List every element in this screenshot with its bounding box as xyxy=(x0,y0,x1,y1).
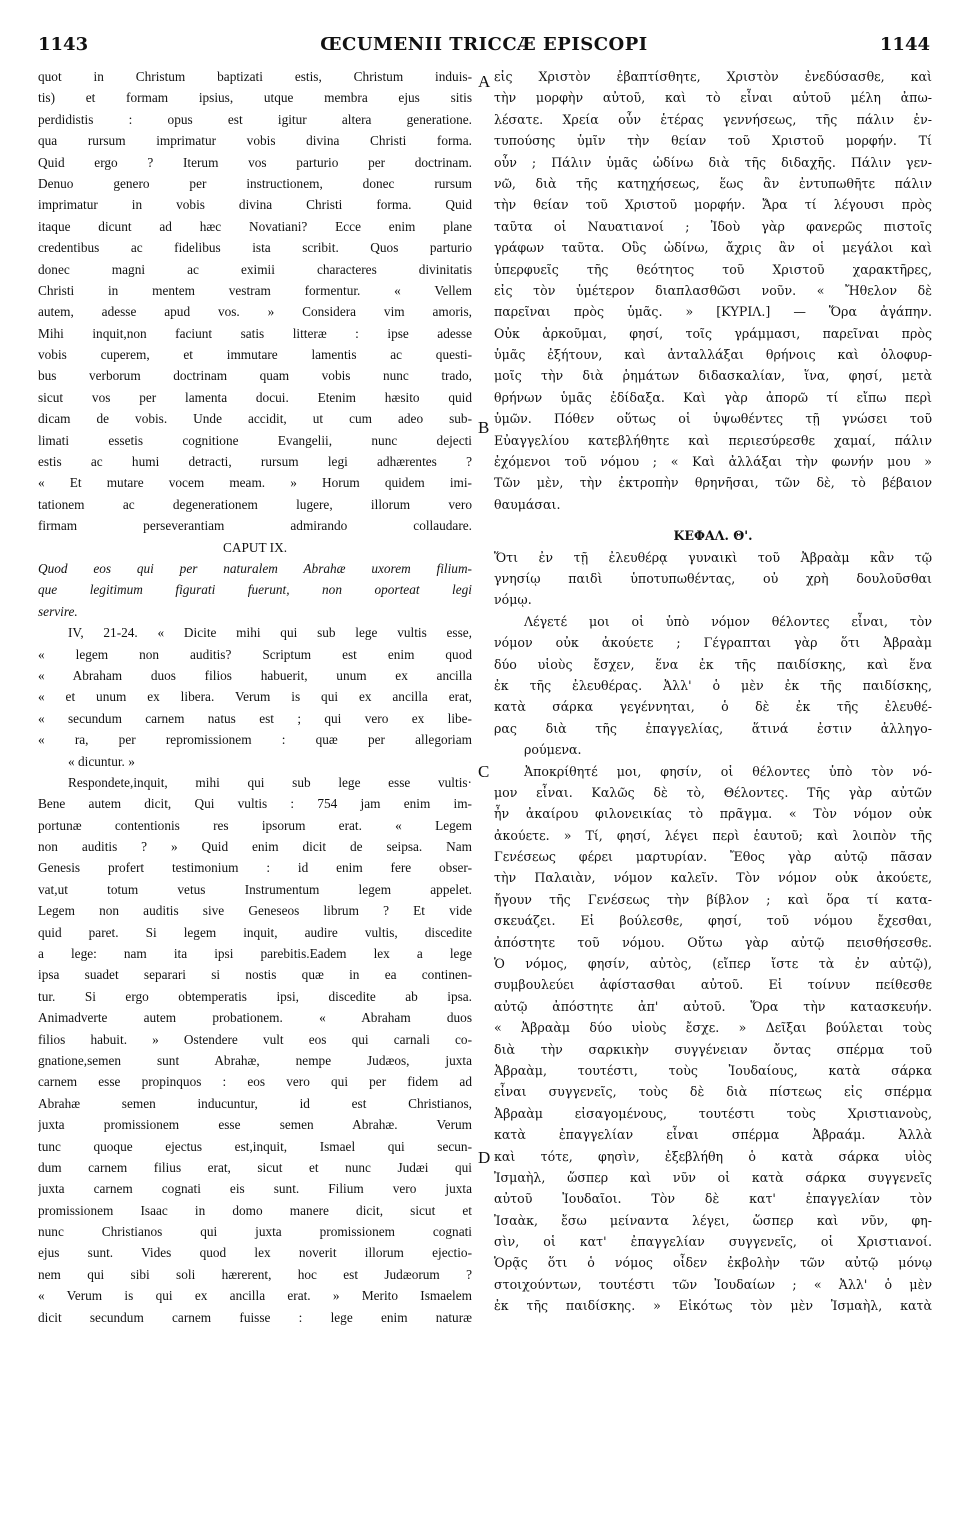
latin-line: itaque dicunt ad hæc Novatiani? Ecce enim plane xyxy=(38,218,472,234)
running-title: ŒCUMENII TRICCÆ EPISCOPI xyxy=(320,34,648,55)
greek-line: θρήνων ὑμᾶς ἐδίδαξα. Καὶ γὰρ ἀπορῶ τί εἴπω περὶ xyxy=(494,389,932,405)
latin-line: dum carnem filius erat, sicut et nunc Judæi qui xyxy=(38,1159,472,1175)
greek-line: ἀπόστητε τοῦ νόμου. Οὕτω γὰρ αὐτῷ πεισθήσεσθε. xyxy=(494,934,932,950)
latin-line: « legem non auditis? Scriptum est enim quod xyxy=(38,646,472,662)
section-marker-c: C xyxy=(478,762,490,781)
latin-line: bus verborum doctrinam quam vobis nunc trado, xyxy=(38,368,472,384)
greek-line: εἰς τὸν ὑμέτερον διαπλασθῶσι νοῦν. « Ἤθελον δὲ xyxy=(494,282,932,298)
latin-line: Christi in mentem vestram formentur. « Vellem xyxy=(38,282,472,298)
latin-line: Legem non auditis sive Geneseos librum ? Et vide xyxy=(38,903,472,919)
latin-line: filios habuit. » Ostendere vult eos qui carnali co- xyxy=(38,1031,472,1047)
latin-line: Quid ergo ? Iterum vos parturio per doctrinam. xyxy=(38,154,472,170)
page-number-right: 1144 xyxy=(879,34,930,55)
greek-line: ἐκ τῆς ἐλευθέρας. Ἀλλ' ὁ μὲν ἐκ τῆς παιδίσκης, xyxy=(494,677,932,693)
greek-line: εἶναι συγγενεῖς, τοὺς δὲ διὰ πίστεως εἰς σπέρμα xyxy=(494,1084,932,1100)
latin-line: Animadverte autem probationem. « Abraham duos xyxy=(38,1010,472,1026)
greek-line: γράφων ταῦτα. Οὓς ὠδίνω, ἄχρις ἂν οἱ μεγάλοι καὶ xyxy=(494,240,932,256)
greek-line: Ἀποκρίθητέ μοι, φησίν, οἱ θέλοντες ὑπὸ τὸν νό- xyxy=(524,763,932,779)
latin-line: a lege: nam ita ipsi parebitis.Eadem lex a lege xyxy=(38,946,472,962)
greek-line: Ἰσμαὴλ, ὥσπερ καὶ νῦν οἱ κατὰ σάρκα συγγενεῖς xyxy=(494,1169,932,1185)
latin-line: estis ac humi detracti, rursum legi adhærentes ? xyxy=(38,454,472,470)
greek-line: ρας διὰ τῆς ἐπαγγελίας, ἅτινά ἐστιν ἀλληγο- xyxy=(494,720,932,736)
page-number-left: 1143 xyxy=(38,34,89,55)
greek-line: θαυμάσαι. xyxy=(494,496,561,512)
latin-line: dicit secundum carnem fuisse : lege enim naturæ xyxy=(38,1309,472,1325)
greek-line: ἐχόμενοι τοῦ νόμου ; « Καὶ ἀλλάξαι τὴν φωνήν μου » xyxy=(494,454,932,470)
greek-line: μοῖς τὴν διὰ ῥημάτων διδασκαλίαν, ἵνα, φησί, μετὰ xyxy=(494,368,932,384)
greek-line: νόμον οὐκ ἀκούετε ; Γέγραπται γὰρ ὅτι Ἀβραὰμ xyxy=(494,635,932,651)
greek-line: τὴν θείαν τοῦ Χριστοῦ μορφήν. Ἄρα τί λέγουσι πρὸς xyxy=(494,197,932,213)
latin-line: vat,ut totum vetus Instrumentum legem appelet. xyxy=(38,881,472,897)
greek-line: ἀκούετε. » Τί, φησί, λέγει περὶ ἑαυτοῦ; καὶ λοιπὸν τῆς xyxy=(494,827,932,843)
latin-line: « Verum is qui ex ancilla erat. » Merito Ismaelem xyxy=(38,1288,472,1304)
greek-line: Ἰσαὰκ, ἔσω μείναντα λέγει, ὥσπερ καὶ νῦν, φη- xyxy=(494,1212,932,1228)
page-header xyxy=(38,34,930,58)
latin-line: tis) et formam ipsius, utque membra ejus sitis xyxy=(38,90,472,106)
greek-line: Ὁ νόμος, φησίν, αὐτὸς, (εἴπερ ἴστε τὰ ἐν αὐτῷ), xyxy=(494,956,932,972)
latin-line: imprimatur in vobis divina Christi forma. Quid xyxy=(38,197,472,213)
greek-line: παρεῖναι πρὸς ὑμᾶς. » [ΚΥΡΙΛ.] — Ὅρα ἀγάπην. xyxy=(494,304,932,320)
greek-line: Οὐκ ἀρκοῦμαι, φησί, τοῖς γράμμασι, παρεῖναι πρὸς xyxy=(494,325,932,341)
latin-line: credentibus ac fidelibus ista scribit. Quos parturio xyxy=(38,240,472,256)
latin-line: Denuo genero per instructionem, donec rursum xyxy=(38,175,472,191)
latin-line: vobis cuperem, et immutare lamentis ac questi- xyxy=(38,347,472,363)
greek-line: Ὅτι ἐν τῇ ἐλευθέρᾳ γυναικὶ τοῦ Ἀβραὰμ κἂν τῷ xyxy=(494,549,932,565)
greek-line: ἦν ἀκαίρου φιλονεικίας τὸ πρᾶγμα. « Τὸν νόμον οὐκ xyxy=(494,806,932,822)
greek-line: ὑμῶν. Πόθεν οὕτως οἱ ὑψωθέντες τῇ γνώσει τοῦ xyxy=(494,411,932,427)
greek-line: αὐτῷ ἀπόστητε ἀπ' αὐτοῦ. Ὅρα τὴν κατασκευήν. xyxy=(494,998,932,1014)
greek-line: καὶ τότε, φησὶν, ἐξεβλήθη ὁ κατὰ σάρκα υἱὸς xyxy=(494,1148,932,1164)
greek-line: ΚΕΦΑΛ. Θ'. xyxy=(673,528,753,544)
greek-line: Λέγετέ μοι οἱ ὑπὸ νόμον θέλοντες εἶναι, τὸν xyxy=(524,613,932,629)
greek-line: ἐκ τῆς παιδίσκης. » Εἰκότως τὸν μὲν Ἰσμαὴλ, κατὰ xyxy=(494,1298,932,1314)
latin-line: promissionem Isaac in domo manere dicit, sicut et xyxy=(38,1202,472,1218)
latin-line: sicut vos per lamenta docui. Etenim hæsito quid xyxy=(38,389,472,405)
greek-line: δύο υἱοὺς ἔσχεν, ἕνα ἐκ τῆς παιδίσκης, καὶ ἕνα xyxy=(494,656,932,672)
greek-line: ἤγουν τῆς Γενέσεως τὴν βίβλον ; καὶ ὅρα τί κατα- xyxy=(494,891,932,907)
latin-line: tunc quoque ejectus est,inquit, Ismael qui secun- xyxy=(38,1138,472,1154)
greek-line: γνησίῳ παιδὶ ὑποτυπωθέντας, οὐ χρὴ δουλοῦσθαι xyxy=(494,570,932,586)
latin-line: quid paret. Si legem inquit, audire vultis, discedite xyxy=(38,924,472,940)
latin-line: ipsa suadet separari si nostis quæ in ea continen- xyxy=(38,967,472,983)
section-marker-d: D xyxy=(478,1148,491,1167)
greek-line: Γενέσεως φέρει μαρτυρίαν. Ἔθος γὰρ αὐτῷ πᾶσαν xyxy=(494,849,932,865)
greek-line: λέσατε. Χρεία οὖν ἑτέρας γεννήσεως, τῆς πάλιν ἐν- xyxy=(494,111,932,127)
latin-line: Bene autem dicit, Qui vultis : 754 jam enim im- xyxy=(38,796,472,812)
section-marker-b: B xyxy=(478,418,490,437)
latin-line: nem qui sibi soli hærerent, hoc est Judæorum ? xyxy=(38,1266,472,1282)
latin-line: donec magni ac eximii characteres divinitatis xyxy=(38,261,472,277)
latin-line: CAPUT IX. xyxy=(222,539,288,555)
latin-line: tur. Si ergo obtemperatis ipsi, discedite ab ipsa. xyxy=(38,988,472,1004)
latin-line: portunæ contentionis res ipsorum erat. « Legem xyxy=(38,817,472,833)
greek-line: Εὐαγγελίου κατεβλήθητε καὶ περιεσύρεσθε χαμαί, πάλιν xyxy=(494,432,932,448)
latin-line: carnem esse propinquos : eos vero qui per fidem ad xyxy=(38,1074,472,1090)
greek-line: Ἀβραὰμ εἰσαγομένους, τουτέστι τοὺς Χριστιανοὺς, xyxy=(494,1105,932,1121)
greek-line: νῶ, διὰ τῆς κατηχήσεως, ἕως ἂν ἐντυπωθῆτε πάλιν xyxy=(494,175,932,191)
greek-line: εἰς Χριστὸν ἐβαπτίσθητε, Χριστὸν ἐνεδύσασθε, καὶ xyxy=(494,69,932,84)
latin-line: ejus sunt. Vides quod lex noverit illorum ejectio- xyxy=(38,1245,472,1261)
greek-line: διὰ τὴν σαρκικὴν συγγένειαν ὄντας σπέρμα τοῦ xyxy=(494,1041,932,1057)
latin-line: non auditis ? » Quid enim dicit de seipsa. Nam xyxy=(38,839,472,855)
latin-line: firmam perseverantiam admirando collaudare. xyxy=(38,518,472,534)
latin-line: nunc Christianos qui juxta promissionem cognati xyxy=(38,1224,472,1240)
section-marker-a: A xyxy=(478,72,491,91)
greek-line: τὴν μορφὴν αὐτοῦ, καὶ τὸ εἶναι αὐτοῦ μέλη ἀπω- xyxy=(494,90,932,106)
greek-line: ταῦτα οἱ Ναυατιανοί ; Ἰδοὺ γὰρ φανερῶς πιστοῖς xyxy=(494,218,932,234)
latin-line: Respondete,inquit, mihi qui sub lege esse vultis· xyxy=(68,774,472,790)
greek-column xyxy=(494,66,932,1317)
greek-line: Ἀβραὰμ, τουτέστι, τοὺς Ἰουδαίους, κατὰ σάρκα xyxy=(494,1062,932,1078)
latin-line: qua rursum imprimatur vobis divina Christi forma. xyxy=(38,133,472,149)
greek-line: σὶν, οἱ κατ' ἐπαγγελίαν συγγενεῖς, οἱ Χριστιανοί. xyxy=(494,1234,932,1250)
latin-line: quot in Christum baptizati estis, Christum induis- xyxy=(38,69,472,84)
greek-line: οὖν ; Πάλιν ὑμᾶς ὠδίνω διὰ τῆς διδαχῆς. Πάλιν γεν- xyxy=(494,154,932,170)
greek-line: σκευάζει. Εἰ βούλεσθε, φησί, τοῦ νόμου ἔχεσθαι, xyxy=(494,913,932,929)
greek-line: κατὰ ἐπαγγελίαν εἶναι σπέρμα Ἀβραάμ. Ἀλλὰ xyxy=(494,1127,932,1143)
latin-line: limati essetis cognitione Evangelii, nunc dejecti xyxy=(38,432,472,448)
latin-line: dicam de vobis. Unde accidit, ut cum adeo sub- xyxy=(38,411,472,427)
latin-line: tationem ac degenerationem lugere, illorum vero xyxy=(38,496,472,512)
greek-line: « Ἀβραὰμ δύο υἱοὺς ἔσχε. » Δεῖξαι βούλεται τοὺς xyxy=(494,1020,932,1036)
latin-line: « Et mutare vocem meam. » Horum quidem imi- xyxy=(38,475,472,491)
latin-line: Genesis profert testimonium : id enim fere obser- xyxy=(38,860,472,876)
greek-line: συμβουλεύει ἀφίστασθαι αὐτοῦ. Εἰ τοίνυν πείθεσθε xyxy=(494,977,932,993)
latin-line: servire. xyxy=(38,603,78,619)
greek-line xyxy=(494,515,932,525)
latin-line: perdidistis : opus est igitur altera generatione. xyxy=(38,111,472,127)
greek-line: ρούμενα. xyxy=(524,742,582,758)
greek-line: κατὰ σάρκα γεγέννηται, ὁ δὲ ἐκ τῆς ἐλευθέ- xyxy=(494,699,932,715)
greek-line: Ὁρᾷς ὅτι ὁ νόμος οἶδεν ἐκβολὴν τῶν αὐτῷ μόνῳ xyxy=(494,1255,932,1271)
greek-line: νόμῳ. xyxy=(494,592,532,608)
greek-line: ὑπερφυεῖς τῆς θεότητος τοῦ Χριστοῦ χαρακτῆρες, xyxy=(494,261,932,277)
latin-line: « dicuntur. » xyxy=(68,753,135,769)
greek-line: τὴν Παλαιὰν, νόμον καλεῖν. Τὸν νόμον οὐκ ἀκούετε, xyxy=(494,870,932,886)
latin-line: « ra, per repromissionem : quæ per allegoriam xyxy=(38,732,472,748)
latin-line: Abrahæ semen inducuntur, id est Christianos, xyxy=(38,1095,472,1111)
latin-line: « secundum carnem natus est ; qui vero ex libe- xyxy=(38,710,472,726)
latin-line: que legitimum figurati fuerunt, non oporteat legi xyxy=(38,582,472,598)
greek-line: αὐτοῦ Ἰουδαῖοι. Τὸν δὲ κατ' ἐπαγγελίαν τὸν xyxy=(494,1191,932,1207)
greek-line: τυπούσης ὑμῖν τὴν θείαν τοῦ Χριστοῦ μορφήν. Τί xyxy=(494,133,932,149)
greek-line: ὑμᾶς ἐξήτουν, καὶ ἀνταλλάξαι θρήνοις καὶ ὀλοφυρ- xyxy=(494,347,932,363)
latin-line: « Abraham duos filios habuerit, unum ex ancilla xyxy=(38,667,472,683)
greek-line: στοιχούντων, τουτέστι τῶν Ἰουδαίων ; « Ἀλλ' ὁ μὲν xyxy=(494,1276,932,1292)
latin-line: Mihi inquit,non faciunt satis litteræ : ipse adesse xyxy=(38,325,472,341)
latin-column xyxy=(38,66,472,1328)
latin-line: IV, 21-24. « Dicite mihi qui sub lege vultis esse, xyxy=(68,625,472,641)
latin-line: juxta promissionem esse semen Abrahæ. Verum xyxy=(38,1117,472,1133)
latin-line: juxta carnem cognati eis sunt. Filium vero juxta xyxy=(38,1181,472,1197)
latin-line: autem, adesse apud vos. » Considera vim amoris, xyxy=(38,304,472,320)
latin-line: Quod eos qui per naturalem Abrahæ uxorem filium- xyxy=(38,560,472,576)
latin-line: gnatione,semen sunt Abrahæ, nempe Judæos, juxta xyxy=(38,1052,472,1068)
latin-line: « et unum ex libera. Verum is qui ex ancilla erat, xyxy=(38,689,472,705)
greek-line: μον εἶναι. Καλῶς δὲ τὸ, Θέλοντες. Τῆς γὰρ αὐτῶν xyxy=(494,784,932,800)
greek-line: Τῶν μὲν, τὴν ἐκτροπὴν θρηνῆσαι, τῶν δὲ, τὸ βέβαιον xyxy=(494,475,932,491)
